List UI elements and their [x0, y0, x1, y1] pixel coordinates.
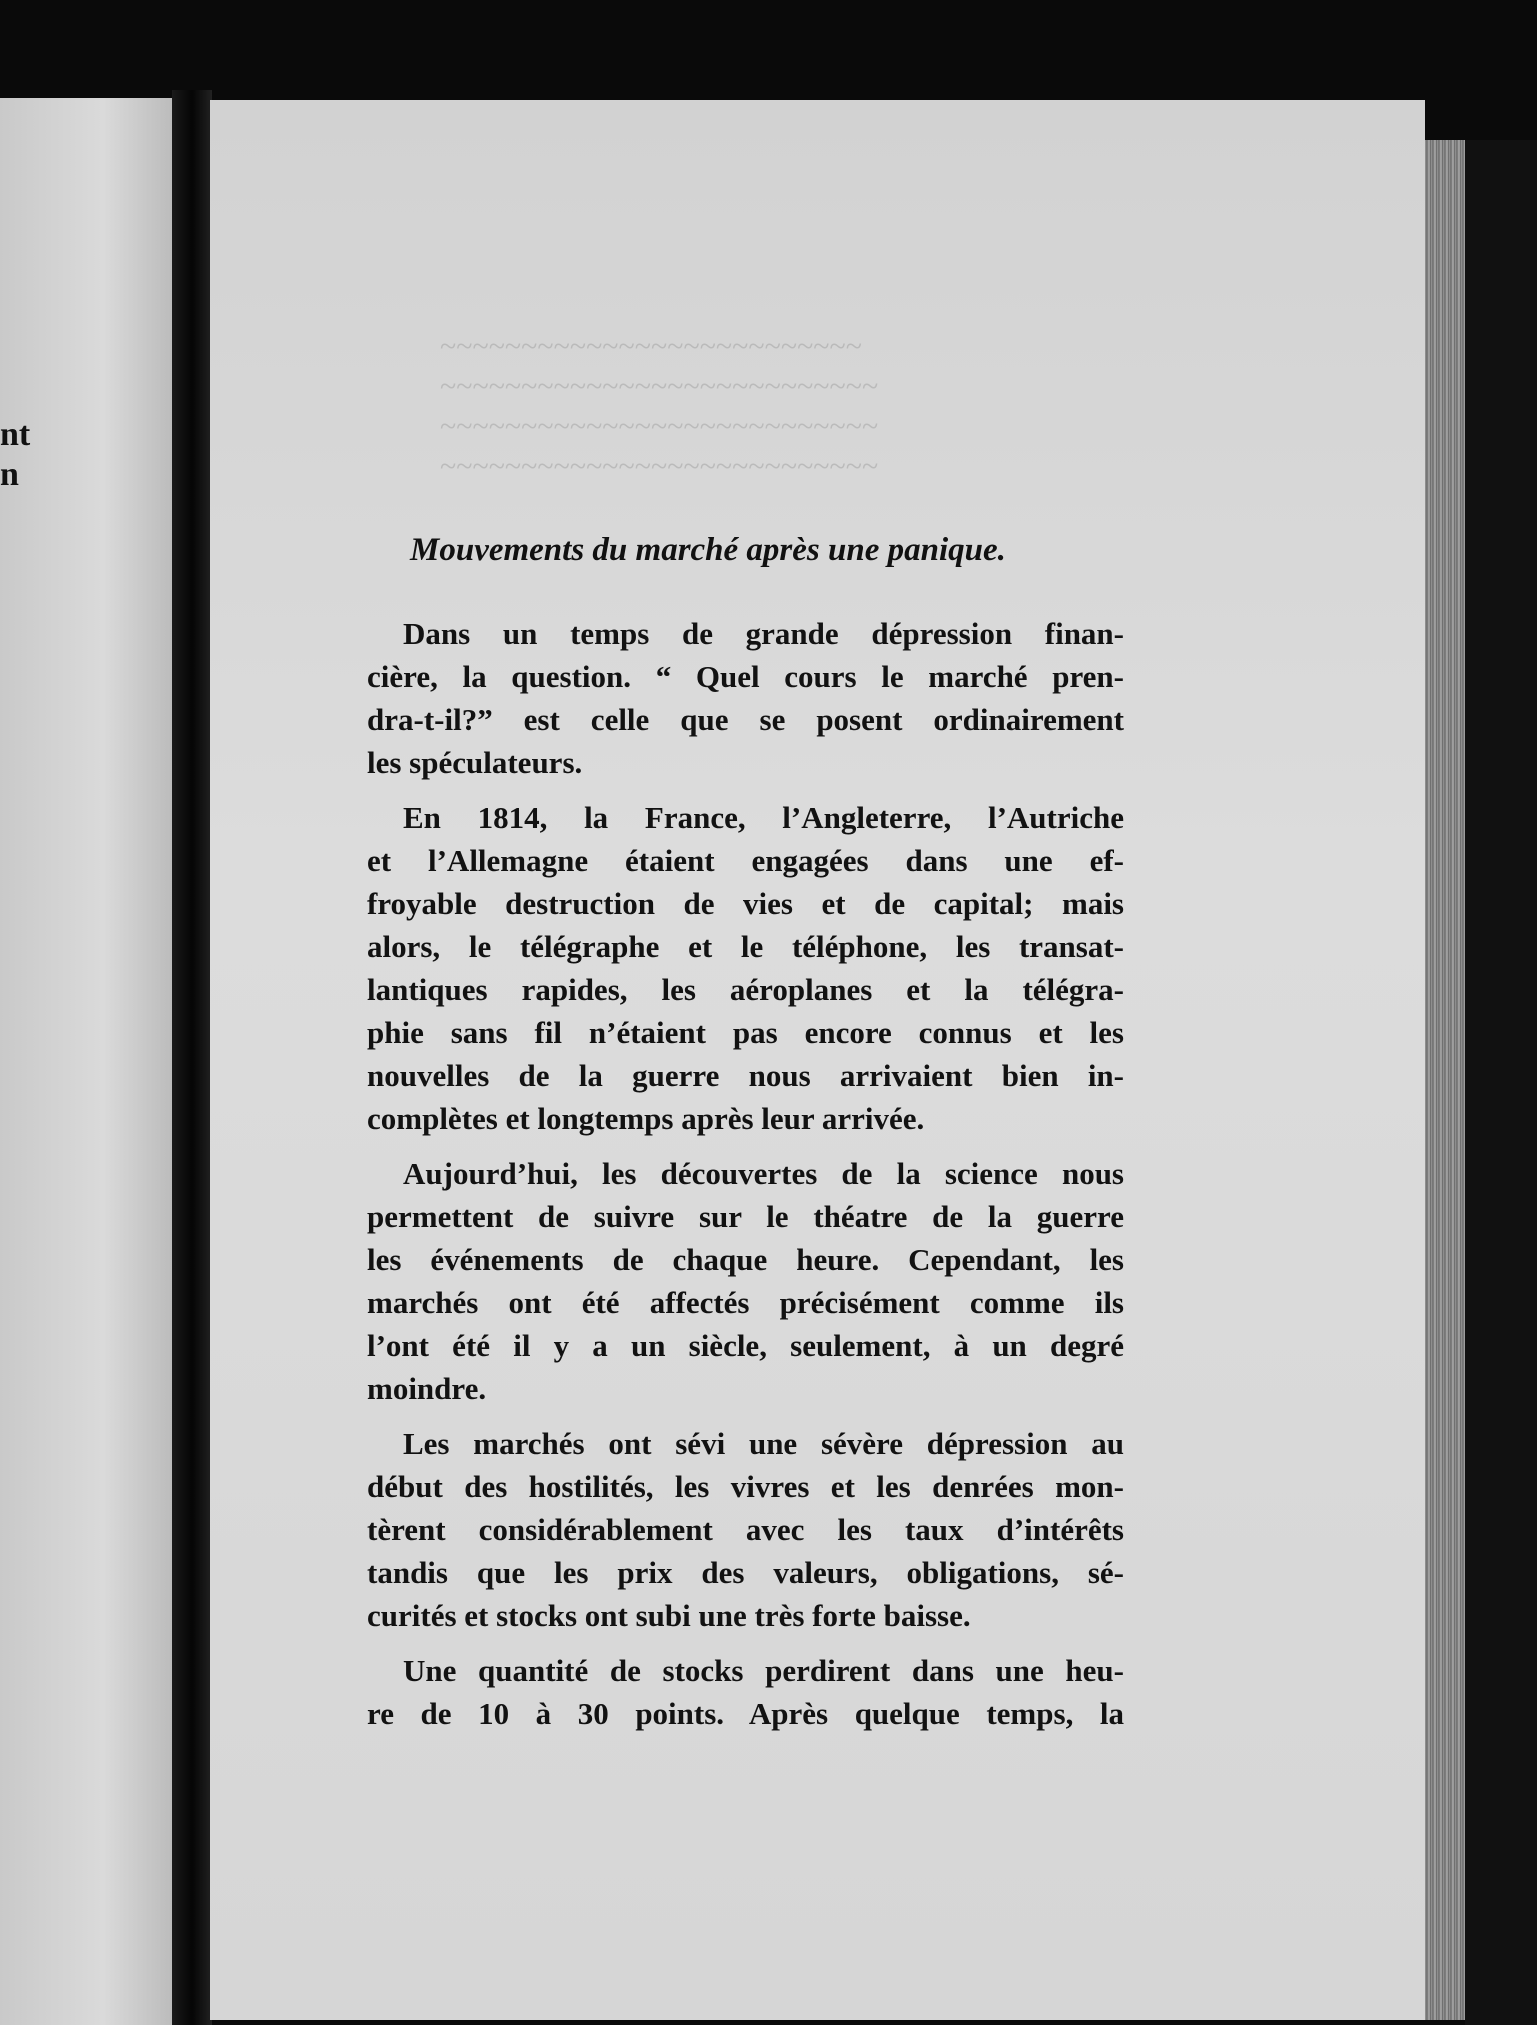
book-gutter — [172, 90, 212, 2025]
text-line: marchés ont été affectés précisément comme ils — [367, 1285, 1124, 1320]
text-line: En 1814, la France, l’Angleterre, l’Autriche — [403, 800, 1124, 835]
left-page-fragment-2: n — [0, 456, 19, 493]
text-line: les événements de chaque heure. Cependant, les — [367, 1242, 1124, 1277]
bleed-through-text: ~~~~~~~~~~~~~~~~~~~~~~~~~~~ — [440, 370, 879, 403]
text-line: Aujourd’hui, les découvertes de la science nous — [403, 1156, 1124, 1191]
bleed-through-text: ~~~~~~~~~~~~~~~~~~~~~~~~~~~ — [440, 450, 879, 483]
text-line: phie sans fil n’étaient pas encore connus et les — [367, 1015, 1124, 1050]
page-stack-edges — [1425, 140, 1465, 2020]
paragraph — [367, 1422, 1124, 1637]
text-line: Les marchés ont sévi une sévère dépression au — [403, 1426, 1124, 1461]
body-text — [367, 612, 1124, 1735]
paragraph — [367, 1152, 1124, 1410]
text-line: froyable destruction de vies et de capital; mais — [367, 886, 1124, 921]
text-line: tandis que les prix des valeurs, obligations, sé- — [367, 1555, 1124, 1590]
text-line: l’ont été il y a un siècle, seulement, à un degré — [367, 1328, 1124, 1363]
left-page-edge — [0, 98, 172, 2025]
text-line: Dans un temps de grande dépression finan- — [403, 616, 1124, 651]
text-line: complètes et longtemps après leur arrivée. — [367, 1101, 925, 1136]
text-line: nouvelles de la guerre nous arrivaient bien in- — [367, 1058, 1124, 1093]
page-title: Mouvements du marché après une panique. — [410, 532, 1006, 568]
text-line: permettent de suivre sur le théatre de la guerre — [367, 1199, 1124, 1234]
text-line: dra-t-il?” est celle que se posent ordinairement — [367, 702, 1124, 737]
text-line: alors, le télégraphe et le téléphone, les transat- — [367, 929, 1124, 964]
paragraph — [367, 612, 1124, 784]
text-line: début des hostilités, les vivres et les denrées mon- — [367, 1469, 1124, 1504]
text-line: les spéculateurs. — [367, 745, 583, 780]
text-line: Une quantité de stocks perdirent dans une heu- — [403, 1653, 1124, 1688]
background-dark — [1465, 140, 1537, 2025]
paragraph — [367, 1649, 1124, 1735]
paragraph — [367, 796, 1124, 1140]
text-line: curités et stocks ont subi une très forte baisse. — [367, 1598, 971, 1633]
left-page-fragment-1: nt — [0, 416, 31, 453]
text-line: re de 10 à 30 points. Après quelque temps, la — [367, 1696, 1124, 1731]
text-line: cière, la question. “ Quel cours le marché pren- — [367, 659, 1124, 694]
text-line: lantiques rapides, les aéroplanes et la télégra- — [367, 972, 1124, 1007]
text-line: tèrent considérablement avec les taux d’intérêts — [367, 1512, 1124, 1547]
bleed-through-text: ~~~~~~~~~~~~~~~~~~~~~~~~~~~ — [440, 410, 879, 443]
bleed-through-text: ~~~~~~~~~~~~~~~~~~~~~~~~~~ — [440, 330, 862, 363]
text-line: moindre. — [367, 1371, 487, 1406]
text-line: et l’Allemagne étaient engagées dans une ef- — [367, 843, 1124, 878]
